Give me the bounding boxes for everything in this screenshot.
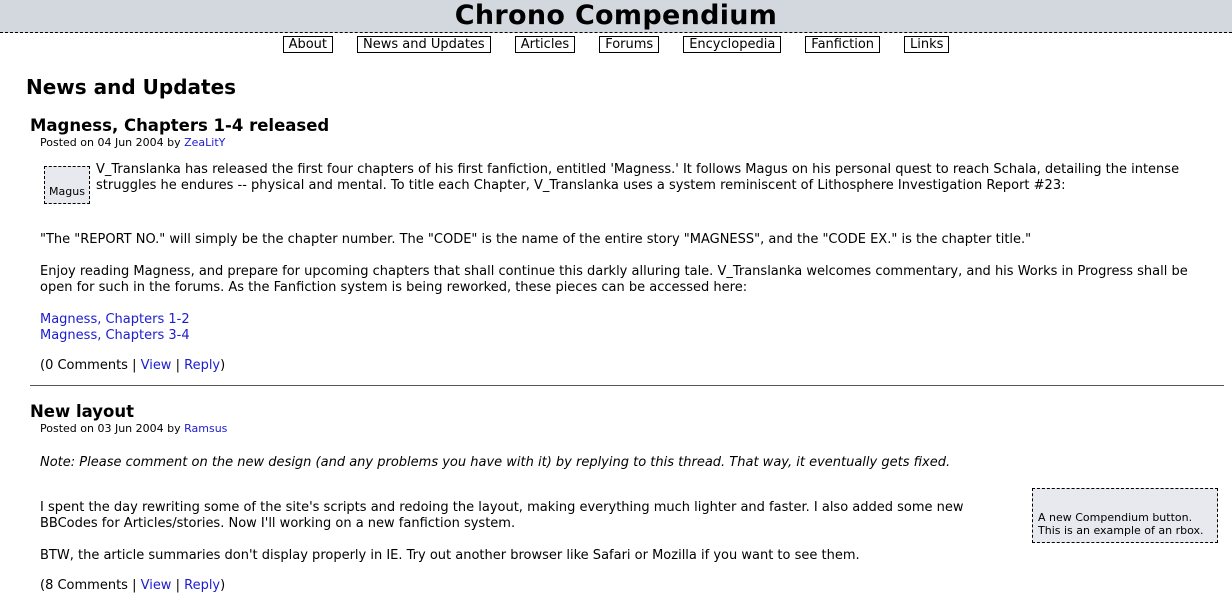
- nav-forums[interactable]: Forums: [599, 36, 659, 53]
- comments-bar: [26, 358, 225, 374]
- view-comments-link[interactable]: View: [140, 578, 172, 593]
- post-meta: [26, 136, 1224, 150]
- nav-links[interactable]: Links: [904, 36, 949, 53]
- comments-bar: [26, 578, 225, 594]
- post-paragraph: Note: Please comment on the new design (and any problems you have with it) by replying to this thread. That way, it eventually gets fixed.: [40, 455, 951, 470]
- post-quote: [26, 232, 1224, 248]
- post-divider: [30, 385, 1224, 386]
- rbox-caption: A new Compendium button. This is an example of an rbox.: [1038, 511, 1204, 537]
- site-header: [0, 0, 1232, 33]
- post-note: [26, 455, 1224, 471]
- posted-on-text: Posted on 03 Jun 2004 by: [40, 422, 181, 435]
- post-paragraph-block: [26, 500, 998, 532]
- post-paragraph: V_Translanka has released the first four chapters of his first fanfiction, entitled 'Magness.' It follows Magus on his personal quest to reach Schala, detailing the intense struggles he endures -- physical and mental. To title each Chapter, V_Translanka uses a system reminiscent of Lithosphere Investigation Report #23:: [96, 162, 1180, 193]
- site-title: Chrono Compendium: [454, 0, 778, 31]
- fanfiction-links: [26, 312, 190, 344]
- post-paragraph: BTW, the article summaries don't display properly in IE. Try out another browser like Safari or Mozilla if you want to see them.: [40, 548, 860, 563]
- news-post: [26, 402, 1224, 593]
- magus-image-box: [44, 166, 90, 204]
- post-title: New layout: [30, 402, 134, 421]
- separator-text: |: [175, 358, 180, 373]
- main-content: [26, 74, 1224, 593]
- reply-link[interactable]: Reply: [184, 578, 221, 593]
- reply-link[interactable]: Reply: [184, 358, 221, 373]
- post-paragraph-block: [26, 264, 1224, 296]
- close-paren-text: ): [220, 578, 226, 593]
- author-link[interactable]: ZeaLitY: [184, 136, 226, 149]
- nav-articles[interactable]: Articles: [515, 36, 575, 53]
- post-paragraph: Enjoy reading Magness, and prepare for upcoming chapters that shall continue this darkly alluring tale. V_Translanka welcomes commentary, and his Works in Progress shall be open for such in the forums. As the Fanfiction system is being reworked, these pieces can be accessed here:: [40, 264, 1188, 295]
- post-paragraph: I spent the day rewriting some of the site's scripts and redoing the layout, making everything much lighter and faster. I also added some new BBCodes for Articles/stories. Now I'll working on a new fanfiction system.: [40, 500, 964, 531]
- post-paragraph: "The "REPORT NO." will simply be the chapter number. The "CODE" is the name of the entire story "MAGNESS", and the "CODE EX." is the chapter title.": [40, 232, 1032, 247]
- chapter-link[interactable]: Magness, Chapters 1-2: [40, 312, 190, 327]
- post-meta: [26, 422, 1224, 436]
- comment-count: (0 Comments |: [40, 358, 137, 373]
- nav-news-and-updates[interactable]: News and Updates: [357, 36, 491, 53]
- post-title: Magness, Chapters 1-4 released: [30, 116, 330, 135]
- main-nav: [0, 36, 1232, 54]
- post-paragraph-block: [26, 548, 1040, 564]
- news-post: [26, 116, 1224, 373]
- comment-count: (8 Comments |: [40, 578, 137, 593]
- view-comments-link[interactable]: View: [140, 358, 172, 373]
- author-link[interactable]: Ramsus: [184, 422, 228, 435]
- nav-about[interactable]: About: [283, 36, 333, 53]
- separator-text: |: [175, 578, 180, 593]
- close-paren-text: ): [220, 358, 226, 373]
- chapter-link[interactable]: Magness, Chapters 3-4: [40, 328, 190, 343]
- post-body: [26, 162, 1224, 198]
- rbox-image: [1032, 488, 1218, 543]
- posted-on-text: Posted on 04 Jun 2004 by: [40, 136, 181, 149]
- nav-encyclopedia[interactable]: Encyclopedia: [683, 36, 781, 53]
- nav-fanfiction[interactable]: Fanfiction: [805, 36, 880, 53]
- image-caption: Magus: [49, 185, 85, 198]
- page-title: News and Updates: [26, 75, 237, 99]
